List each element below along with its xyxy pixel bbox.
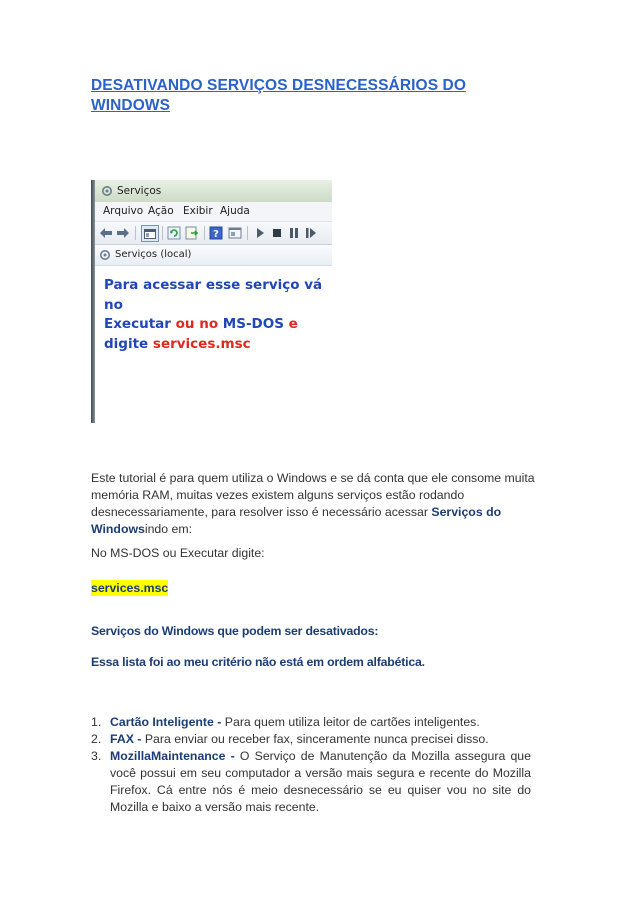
intro-text-end: indo em: bbox=[144, 522, 193, 536]
msg-command: services.msc bbox=[152, 335, 251, 352]
msg-line-1: Para acessar esse serviço vá no bbox=[104, 277, 323, 313]
toolbar-separator bbox=[162, 226, 163, 240]
list-item bbox=[91, 748, 531, 816]
intro-text: Este tutorial é para quem utiliza o Windows e se dá conta que ele consome muita memória RAM, muitas vezes existem alguns serviços estão rodando desnecessariamente, para resolver isso é necessário acessar bbox=[91, 471, 535, 519]
services-screenshot bbox=[91, 180, 332, 423]
play-icon[interactable] bbox=[252, 225, 268, 241]
menu-ajuda[interactable]: Ajuda bbox=[220, 205, 250, 217]
command-highlight: services.msc bbox=[91, 581, 169, 595]
back-icon[interactable] bbox=[98, 225, 114, 241]
list-item bbox=[91, 731, 531, 748]
menu-arquivo[interactable]: Arquivo bbox=[103, 205, 144, 217]
menu-acao[interactable]: Ação bbox=[148, 205, 174, 217]
service-name: Cartão Inteligente - bbox=[110, 715, 222, 729]
window-titlebar bbox=[95, 180, 332, 202]
stop-icon[interactable] bbox=[269, 225, 285, 241]
msg-msdos: MS-DOS bbox=[222, 316, 284, 332]
refresh-icon[interactable] bbox=[166, 225, 182, 241]
service-name: MozillaMaintenance - bbox=[110, 749, 235, 763]
menu-bar bbox=[95, 202, 332, 222]
restart-icon[interactable] bbox=[303, 225, 319, 241]
document-title: DESATIVANDO SERVIÇOS DESNECESSÁRIOS DO WINDOWS bbox=[91, 77, 467, 114]
msg-ou-no: ou no bbox=[170, 316, 223, 332]
screenshot-instruction bbox=[104, 276, 329, 354]
services-local-icon bbox=[99, 249, 111, 261]
services-list bbox=[91, 714, 531, 816]
console-icon[interactable] bbox=[141, 225, 159, 242]
properties-icon[interactable] bbox=[227, 225, 243, 241]
service-desc: O Serviço de Manutenção da Mozilla assegura que você possui em seu computador a versão mais segura e recente do Mozilla Firefox. Cá entre nós é meio desnecessário se eu quiser vou no site do Mozilla e baixo a versão mais recente. bbox=[110, 749, 531, 814]
toolbar-separator bbox=[204, 226, 205, 240]
intro-paragraph bbox=[91, 470, 541, 538]
pause-icon[interactable] bbox=[286, 225, 302, 241]
instruction-paragraph: No MS-DOS ou Executar digite: bbox=[91, 546, 265, 560]
help-icon[interactable] bbox=[208, 225, 224, 241]
service-desc: Para enviar ou receber fax, sinceramente nunca precisei disso. bbox=[141, 732, 489, 746]
msg-executar: Executar bbox=[104, 316, 171, 332]
forward-icon[interactable] bbox=[115, 225, 131, 241]
toolbar bbox=[95, 222, 332, 245]
list-number: 3. bbox=[91, 749, 102, 763]
services-gear-icon bbox=[101, 185, 113, 197]
panel-header bbox=[95, 245, 332, 266]
list-item bbox=[91, 714, 531, 731]
list-number: 2. bbox=[91, 732, 102, 746]
service-name: FAX - bbox=[110, 732, 142, 746]
toolbar-separator bbox=[247, 226, 248, 240]
export-icon[interactable] bbox=[184, 225, 200, 241]
services-heading: Serviços do Windows que podem ser desativados: bbox=[91, 624, 379, 638]
window-title: Serviços bbox=[117, 185, 162, 197]
service-desc: Para quem utiliza leitor de cartões inteligentes. bbox=[221, 715, 480, 729]
msg-e: e bbox=[283, 316, 298, 332]
intro-bold: Serviços do Windows bbox=[91, 505, 502, 536]
toolbar-separator bbox=[135, 226, 136, 240]
list-number: 1. bbox=[91, 715, 102, 729]
msg-digite: digite bbox=[104, 335, 153, 352]
svg-text:?: ? bbox=[213, 229, 219, 240]
note-heading: Essa lista foi ao meu critério não está em ordem alfabética. bbox=[91, 655, 425, 669]
panel-title: Serviços (local) bbox=[115, 249, 192, 260]
menu-exibir[interactable]: Exibir bbox=[183, 205, 213, 217]
